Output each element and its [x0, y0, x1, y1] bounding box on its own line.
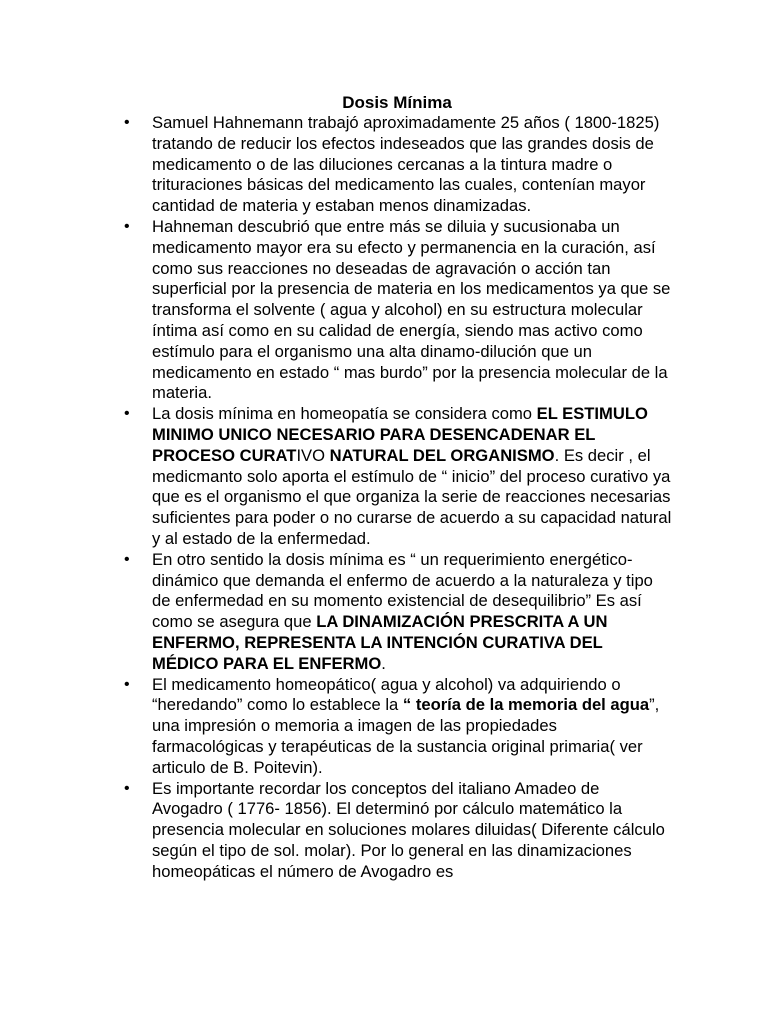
bold-text-segment: LA DINAMIZACIÓN PRESCRITA A UN ENFERMO, REPRESENTA LA INTENCIÓN CURATIVA DEL MÉDICO PARA EL ENFERMO — [152, 612, 608, 673]
list-item — [0, 217, 768, 404]
list-item — [0, 404, 768, 550]
bullet-icon: • — [124, 550, 130, 568]
text-segment: El medicamento homeopático( agua y alcohol) va adquiriendo o “heredando” como lo establece la — [152, 674, 621, 715]
bullet-icon: • — [124, 114, 130, 131]
bullet-icon: • — [124, 675, 130, 693]
text-segment: ”, una impresión o memoria a imagen de las propiedades farmacológicas y terapéuticas de la sustancia original primaria( ver articulo de B. Poitevin). — [152, 695, 660, 777]
document-title: Dosis Mínima — [342, 93, 452, 112]
text-segment: Es importante recordar los conceptos del italiano Amadeo de Avogadro ( 1776- 1856). El determinó por cálculo matemático la presencia molecular en soluciones molares diluidas( Diferente cálculo según el tipo de sol. molar). Por lo general en las dinamizaciones homeopáticas el número de Avogadro es — [152, 778, 665, 881]
list-item — [0, 113, 768, 217]
text-segment: En otro sentido la dosis mínima es “ un requerimiento energético-dinámico que demanda el enfermo de acuerdo a la naturaleza y tipo de enfermedad en su momento existencial de desequilibrio” Es así como se asegura que — [152, 549, 653, 632]
bullet-list — [0, 113, 768, 882]
text-segment: Hahneman descubrió que entre más se diluia y sucusionaba un medicamento mayor era su efecto y permanencia en la curación, así como sus reacciones no deseadas de agravación o acción tan superficial por la presencia de materia en los medicamentos ya que se transforma el solvente ( agua y alcohol) en su estructura molecular íntima así como en su calidad de energía, siendo mas activo como estímulo para el organismo una alta dinamo-dilución que un medicamento en estado “ mas burdo” por la presencia molecular de la materia. — [152, 216, 671, 403]
list-item — [0, 779, 768, 883]
text-segment: . — [381, 653, 386, 673]
bold-text-segment: “ teoría de la memoria del agua — [402, 695, 650, 715]
text-segment: La dosis mínima en homeopatía se considera como — [152, 404, 537, 424]
text-segment: IVO — [296, 445, 330, 465]
bold-text-segment: NATURAL DEL ORGANISMO — [329, 445, 555, 465]
list-item — [0, 550, 768, 675]
bullet-icon: • — [124, 405, 130, 423]
text-segment: . Es decir , el medicmanto solo aporta el estímulo de “ inicio” del proceso curativo ya que es el organismo el que organiza la serie de reacciones necesarias suficientes para poder o no curarse de acuerdo a su capacidad natural y al estado de la enfermedad. — [152, 445, 672, 548]
bullet-icon: • — [124, 217, 130, 235]
bullet-icon: • — [124, 779, 130, 797]
text-segment: Samuel Hahnemann trabajó aproximadamente 25 años ( 1800-1825) tratando de reducir los efectos indeseados que las grandes dosis de medicamento o de las diluciones cercanas a la tintura madre o trituraciones básicas del medicamento las cuales, contenían mayor cantidad de materia y estaban menos dinamizadas. — [152, 113, 660, 216]
list-item — [0, 675, 768, 779]
bold-text-segment: EL ESTIMULO MINIMO UNICO NECESARIO PARA DESENCADENAR EL PROCESO CURAT — [152, 404, 648, 465]
